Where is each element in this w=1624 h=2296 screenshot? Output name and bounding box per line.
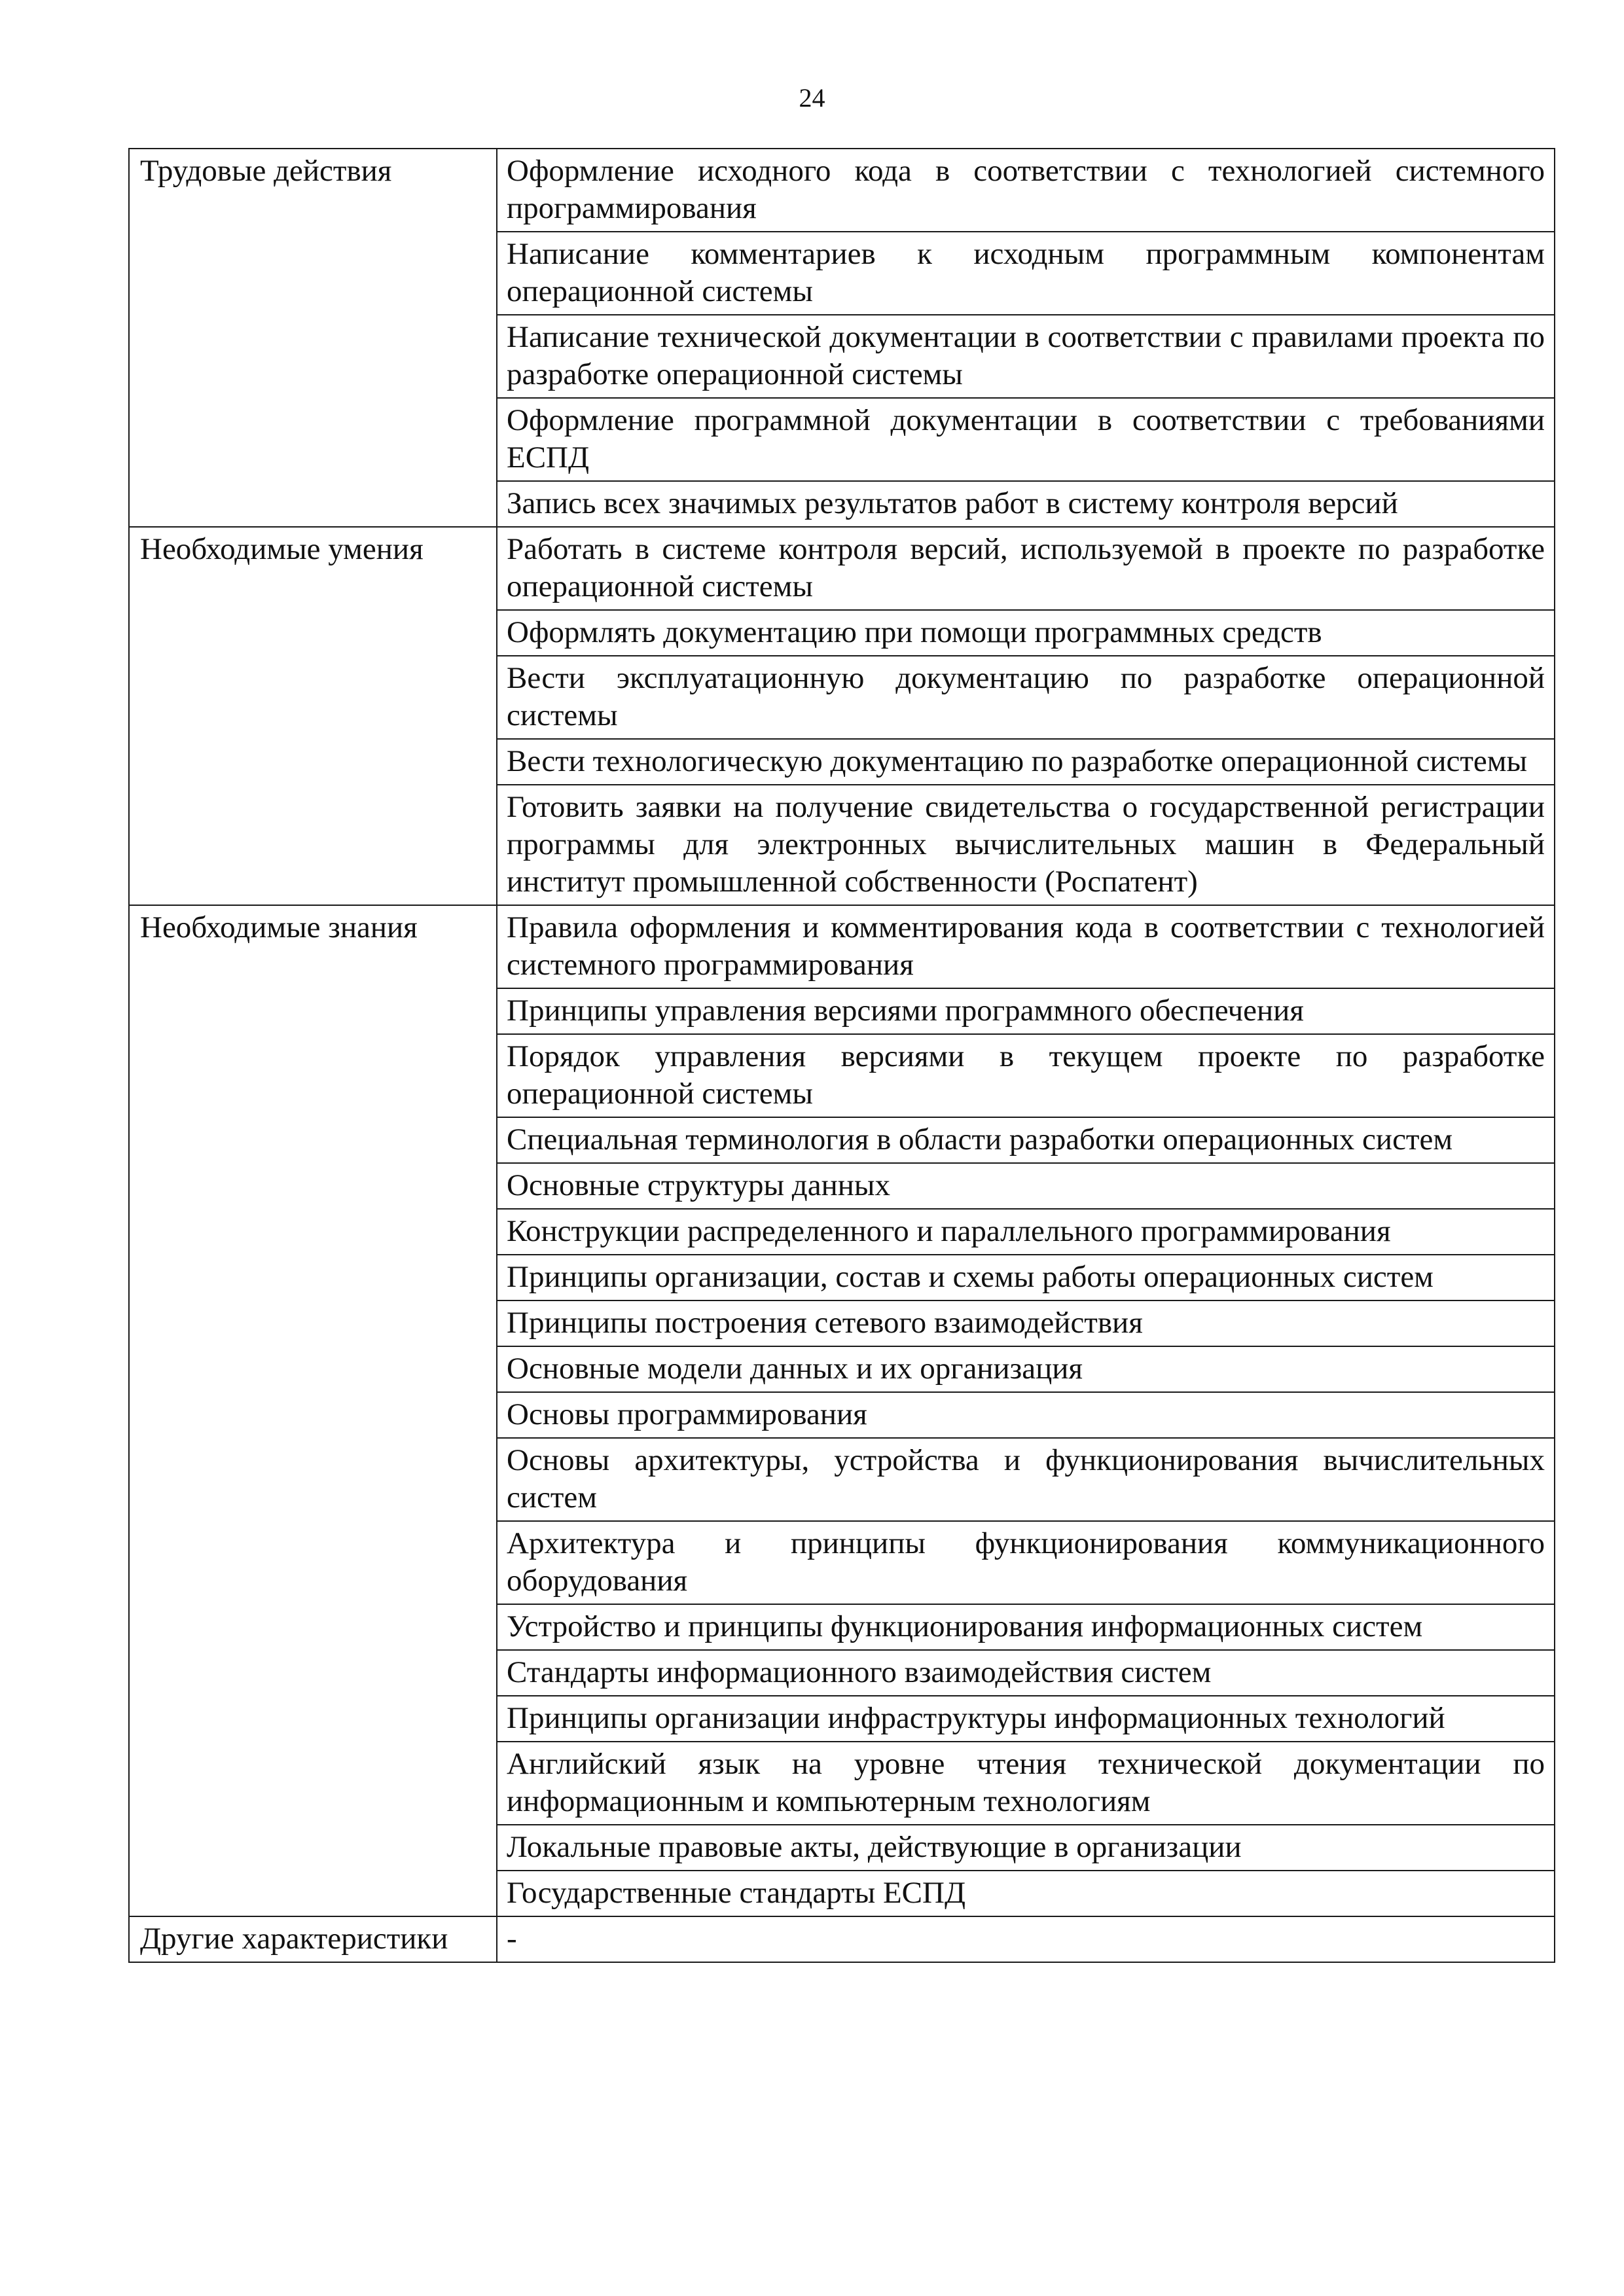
group-label-required-skills: Необходимые умения xyxy=(129,527,497,905)
table-cell-required-knowledge-item: Основы программирования xyxy=(497,1392,1555,1438)
table-row xyxy=(129,1916,1555,1962)
table-cell-required-knowledge-item: Специальная терминология в области разработки операционных систем xyxy=(497,1117,1555,1163)
table-cell-labor-actions-item: Написание комментариев к исходным программным компонентам операционной системы xyxy=(497,232,1555,315)
table-cell-required-skills-item: Оформлять документацию при помощи программных средств xyxy=(497,610,1555,656)
table-row xyxy=(129,905,1555,988)
table-cell-required-skills-item: Вести технологическую документацию по разработке операционной системы xyxy=(497,739,1555,785)
table-cell-other-characteristics-item: - xyxy=(497,1916,1555,1962)
table-cell-labor-actions-item: Написание технической документации в соответствии с правилами проекта по разработке операционной системы xyxy=(497,315,1555,398)
table-cell-required-skills-item: Готовить заявки на получение свидетельства о государственной регистрации программы для электронных вычислительных машин в Федеральный институт промышленной собственности (Роспатент) xyxy=(497,785,1555,905)
table-cell-required-skills-item: Вести эксплуатационную документацию по разработке операционной системы xyxy=(497,656,1555,739)
characteristics-table-body xyxy=(129,149,1555,1962)
table-cell-required-knowledge-item: Принципы организации, состав и схемы работы операционных систем xyxy=(497,1255,1555,1300)
table-cell-required-knowledge-item: Основные модели данных и их организация xyxy=(497,1346,1555,1392)
group-label-labor-actions: Трудовые действия xyxy=(129,149,497,527)
table-cell-labor-actions-item: Оформление программной документации в соответствии с требованиями ЕСПД xyxy=(497,398,1555,481)
table-cell-required-knowledge-item: Порядок управления версиями в текущем проекте по разработке операционной системы xyxy=(497,1034,1555,1117)
table-cell-required-knowledge-item: Основы архитектуры, устройства и функционирования вычислительных систем xyxy=(497,1438,1555,1521)
table-cell-required-skills-item: Работать в системе контроля версий, используемой в проекте по разработке операционной системы xyxy=(497,527,1555,610)
table-cell-required-knowledge-item: Устройство и принципы функционирования информационных систем xyxy=(497,1604,1555,1650)
group-label-other-characteristics: Другие характеристики xyxy=(129,1916,497,1962)
table-cell-required-knowledge-item: Стандарты информационного взаимодействия систем xyxy=(497,1650,1555,1696)
table-cell-required-knowledge-item: Правила оформления и комментирования кода в соответствии с технологией системного программирования xyxy=(497,905,1555,988)
table-cell-required-knowledge-item: Государственные стандарты ЕСПД xyxy=(497,1871,1555,1916)
characteristics-table xyxy=(128,148,1555,1963)
group-label-required-knowledge: Необходимые знания xyxy=(129,905,497,1916)
table-cell-required-knowledge-item: Конструкции распределенного и параллельного программирования xyxy=(497,1209,1555,1255)
page-number: 24 xyxy=(799,83,825,113)
table-cell-labor-actions-item: Оформление исходного кода в соответствии с технологией системного программирования xyxy=(497,149,1555,232)
table-row xyxy=(129,527,1555,610)
table-cell-required-knowledge-item: Локальные правовые акты, действующие в организации xyxy=(497,1825,1555,1871)
table-cell-required-knowledge-item: Принципы управления версиями программного обеспечения xyxy=(497,988,1555,1034)
table-cell-labor-actions-item: Запись всех значимых результатов работ в систему контроля версий xyxy=(497,481,1555,527)
table-cell-required-knowledge-item: Основные структуры данных xyxy=(497,1163,1555,1209)
table-cell-required-knowledge-item: Архитектура и принципы функционирования коммуникационного оборудования xyxy=(497,1521,1555,1604)
table-cell-required-knowledge-item: Принципы организации инфраструктуры информационных технологий xyxy=(497,1696,1555,1742)
table-cell-required-knowledge-item: Английский язык на уровне чтения технической документации по информационным и компьютерным технологиям xyxy=(497,1742,1555,1825)
table-cell-required-knowledge-item: Принципы построения сетевого взаимодействия xyxy=(497,1300,1555,1346)
table-row xyxy=(129,149,1555,232)
